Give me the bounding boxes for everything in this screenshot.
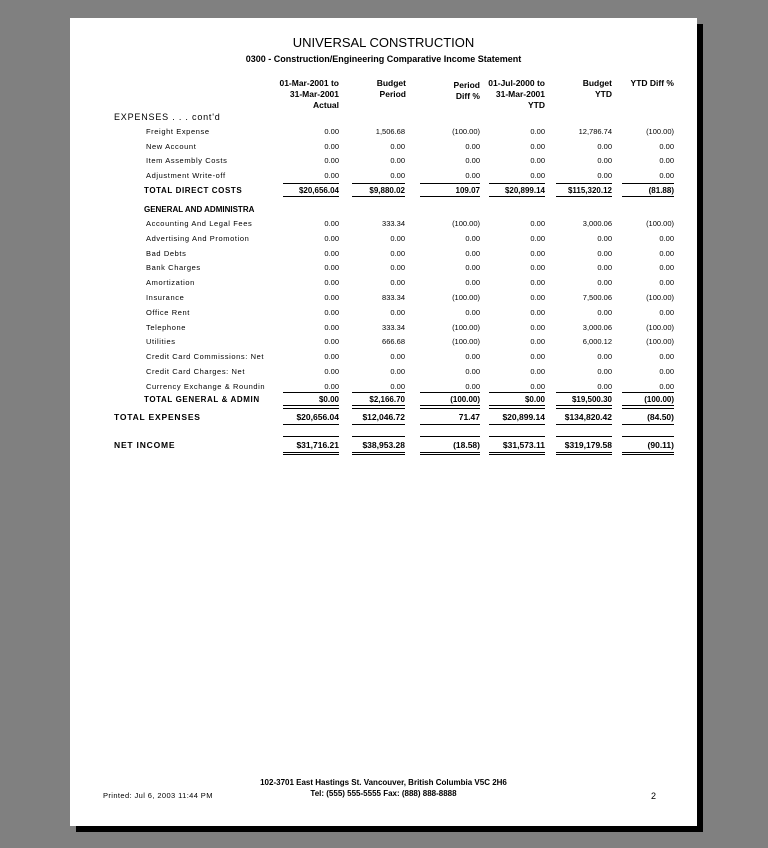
row-value: 0.00 [530,263,545,273]
total-direct-costs-row [70,186,697,200]
row-value: 0.00 [530,307,545,317]
row-value: 0.00 [597,156,612,166]
column-header-line: YTD Diff % [630,78,674,88]
row-value: 0.00 [465,248,480,258]
table-row [70,308,697,322]
row-value: 0.00 [465,307,480,317]
address-line: 102-3701 East Hastings St. Vancouver, British Columbia V5C 2H6 [260,778,507,787]
row-label: Currency Exchange & Roundin [146,381,266,391]
row-value: 0.00 [659,352,674,362]
row-value: (100.00) [452,337,480,347]
row-value: 0.00 [324,171,339,181]
row-value: 666.68 [382,337,405,347]
column-header-line: 31-Mar-2001 [289,89,339,99]
row-value: 0.00 [324,293,339,302]
column-header-line: Actual [313,100,339,110]
row-value: (100.00) [452,293,480,302]
row-value: 0.00 [324,141,339,151]
row-value: $38,953.28 [352,436,405,455]
row-value: 7,500.06 [582,293,612,302]
row-value: 0.00 [324,322,339,332]
row-value: 0.00 [530,141,545,151]
row-label: Office Rent [146,307,190,317]
row-value: 0.00 [465,263,480,273]
row-value: 0.00 [597,381,612,391]
row-value: (100.00) [646,322,674,332]
column-header-line: 01-Jul-2000 to [488,78,545,88]
row-value: 0.00 [465,352,480,362]
row-value: 0.00 [659,307,674,317]
row-value: $0.00 [283,392,339,406]
row-label: Item Assembly Costs [146,156,228,166]
row-value: $2,166.70 [352,392,405,406]
column-header [350,78,406,111]
row-value: 0.00 [390,278,405,288]
row-value: 0.00 [597,171,612,181]
row-value: $9,880.02 [352,183,405,197]
row-value: 833.34 [382,293,405,302]
row-label: Adjustment Write-off [146,171,226,181]
row-value: (90.11) [622,436,674,455]
row-label: New Account [146,141,197,151]
report-subtitle: 0300 - Construction/Engineering Comparative Income Statement [245,54,522,64]
row-value: 0.00 [324,248,339,258]
row-value: 0.00 [465,171,480,181]
row-value: 0.00 [390,352,405,362]
row-value: 0.00 [324,156,339,166]
row-value: 0.00 [390,141,405,151]
row-value: (100.00) [452,322,480,332]
table-row [70,142,697,156]
row-value: 0.00 [597,263,612,273]
section-heading-general-admin: GENERAL AND ADMINISTRA [144,205,255,214]
row-value: (81.88) [622,183,674,197]
row-label: Bank Charges [146,263,201,273]
row-value: 0.00 [530,248,545,258]
row-value: 0.00 [465,141,480,151]
row-value: $31,716.21 [283,436,339,455]
row-value: 0.00 [324,381,339,391]
table-row [70,263,697,277]
row-value: 0.00 [659,233,674,243]
row-label: Advertising And Promotion [146,233,250,243]
row-value: $319,179.58 [556,436,612,455]
row-value: 6,000.12 [582,337,612,347]
row-value: 0.00 [597,141,612,151]
row-value: 0.00 [390,171,405,181]
column-header-line: Budget [582,78,612,88]
row-value: (100.00) [452,219,480,228]
row-value: $20,656.04 [283,408,339,425]
row-value: 0.00 [530,233,545,243]
row-value: 109.07 [420,183,480,197]
row-value: $19,500.30 [556,392,612,406]
table-row [70,156,697,170]
row-value: 3,000.06 [582,219,612,228]
row-value: $12,046.72 [352,408,405,425]
row-value: 0.00 [390,307,405,317]
row-value: 0.00 [324,219,339,228]
column-header-line [350,100,406,111]
row-value: 0.00 [530,322,545,332]
table-row [70,323,697,337]
total-general-admin-row [70,395,697,409]
row-value: $31,573.11 [489,436,545,455]
row-value: 333.34 [382,322,405,332]
column-header-line: Budget [376,78,406,88]
row-value: 0.00 [530,171,545,181]
column-header [410,80,480,113]
row-label: Credit Card Charges: Net [146,367,246,376]
row-value: (100.00) [420,392,480,406]
row-value: 71.47 [420,408,480,425]
row-value: 0.00 [659,171,674,181]
column-header [483,78,545,111]
row-value: 0.00 [390,367,405,376]
row-value: 0.00 [530,367,545,376]
row-label: Utilities [146,337,176,347]
row-value: 0.00 [465,233,480,243]
section-heading-expenses: EXPENSES . . . cont'd [114,112,221,122]
row-label: NET INCOME [114,440,176,450]
column-header-line [618,89,674,100]
row-label: TOTAL GENERAL & ADMIN [144,395,260,404]
row-value: 0.00 [530,293,545,302]
row-value: 0.00 [659,156,674,166]
row-value: 0.00 [324,367,339,376]
row-value: 0.00 [465,381,480,391]
row-label: Freight Expense [146,127,210,136]
table-row [70,337,697,351]
row-value: 0.00 [324,278,339,288]
row-value: 0.00 [530,278,545,288]
column-header [560,78,612,111]
column-header-line [410,102,480,113]
row-value: (100.00) [646,293,674,302]
row-value: (100.00) [646,337,674,347]
phone-line: Tel: (555) 555-5555 Fax: (888) 888-8888 [310,789,457,798]
table-row [70,249,697,263]
row-value: 0.00 [324,263,339,273]
printed-date: Printed: Jul 6, 2003 11:44 PM [103,791,213,800]
row-value: 0.00 [659,381,674,391]
row-label: TOTAL DIRECT COSTS [144,186,243,195]
row-value: $0.00 [489,392,545,406]
row-value: 0.00 [659,248,674,258]
row-value: (84.50) [622,408,674,425]
report-page [70,18,697,826]
row-label: Telephone [146,322,187,332]
row-value: 333.34 [382,219,405,228]
column-header [275,78,339,111]
column-header-line [560,100,612,111]
column-header-line [618,100,674,111]
company-name: UNIVERSAL CONSTRUCTION [292,35,475,50]
row-value: 0.00 [597,367,612,376]
row-value: 0.00 [597,352,612,362]
row-value: 0.00 [530,127,545,136]
row-label: Amortization [146,278,195,288]
row-value: 0.00 [390,381,405,391]
row-label: Bad Debts [146,248,187,258]
net-income-row [70,440,697,454]
row-value: 12,786.74 [578,127,612,136]
row-value: 0.00 [390,263,405,273]
row-value: $20,656.04 [283,183,339,197]
row-value: 0.00 [597,233,612,243]
column-header-line: YTD [595,89,612,99]
row-value: (18.58) [420,436,480,455]
row-value: 0.00 [530,219,545,228]
column-header-line: 31-Mar-2001 [495,89,545,99]
table-row [70,367,697,381]
row-label: Insurance [146,293,185,302]
row-value: $20,899.14 [489,408,545,425]
page-number: 2 [651,791,657,801]
row-value: 0.00 [324,127,339,136]
row-value: 0.00 [390,233,405,243]
table-row [70,293,697,307]
row-value: 0.00 [324,337,339,347]
row-value: 0.00 [659,141,674,151]
row-value: 0.00 [530,381,545,391]
row-value: 0.00 [659,367,674,376]
row-value: (100.00) [622,392,674,406]
row-value: (100.00) [452,127,480,136]
row-value: $115,320.12 [556,183,612,197]
row-value: 0.00 [659,263,674,273]
row-value: 0.00 [465,367,480,376]
column-header-line: Period [453,80,480,90]
row-value: 0.00 [530,156,545,166]
row-value: 0.00 [530,337,545,347]
row-value: 0.00 [465,156,480,166]
column-header-line: 01-Mar-2001 to [279,78,339,88]
row-label: Credit Card Commissions: Net [146,352,265,362]
row-value: $20,899.14 [489,183,545,197]
row-value: $134,820.42 [556,408,612,425]
row-value: 0.00 [659,278,674,288]
row-value: 0.00 [597,307,612,317]
row-value: 0.00 [597,248,612,258]
column-header-line: YTD [528,100,545,110]
row-label: TOTAL EXPENSES [114,412,201,422]
row-value: 3,000.06 [582,322,612,332]
row-value: 0.00 [324,307,339,317]
row-value: 0.00 [597,278,612,288]
table-row [70,278,697,292]
table-row [70,219,697,233]
row-value: 0.00 [324,352,339,362]
row-value: 1,506.68 [375,127,405,136]
row-value: (100.00) [646,219,674,228]
row-label: Accounting And Legal Fees [146,219,253,228]
row-value: 0.00 [390,156,405,166]
total-expenses-row [70,412,697,426]
row-value: 0.00 [530,352,545,362]
table-row [70,234,697,248]
table-row [70,127,697,141]
table-row [70,352,697,366]
column-header-line: Period [379,89,406,99]
column-header-line: Diff % [455,91,480,101]
row-value: (100.00) [646,127,674,136]
column-header [618,78,674,111]
row-value: 0.00 [390,248,405,258]
row-value: 0.00 [465,278,480,288]
row-value: 0.00 [324,233,339,243]
